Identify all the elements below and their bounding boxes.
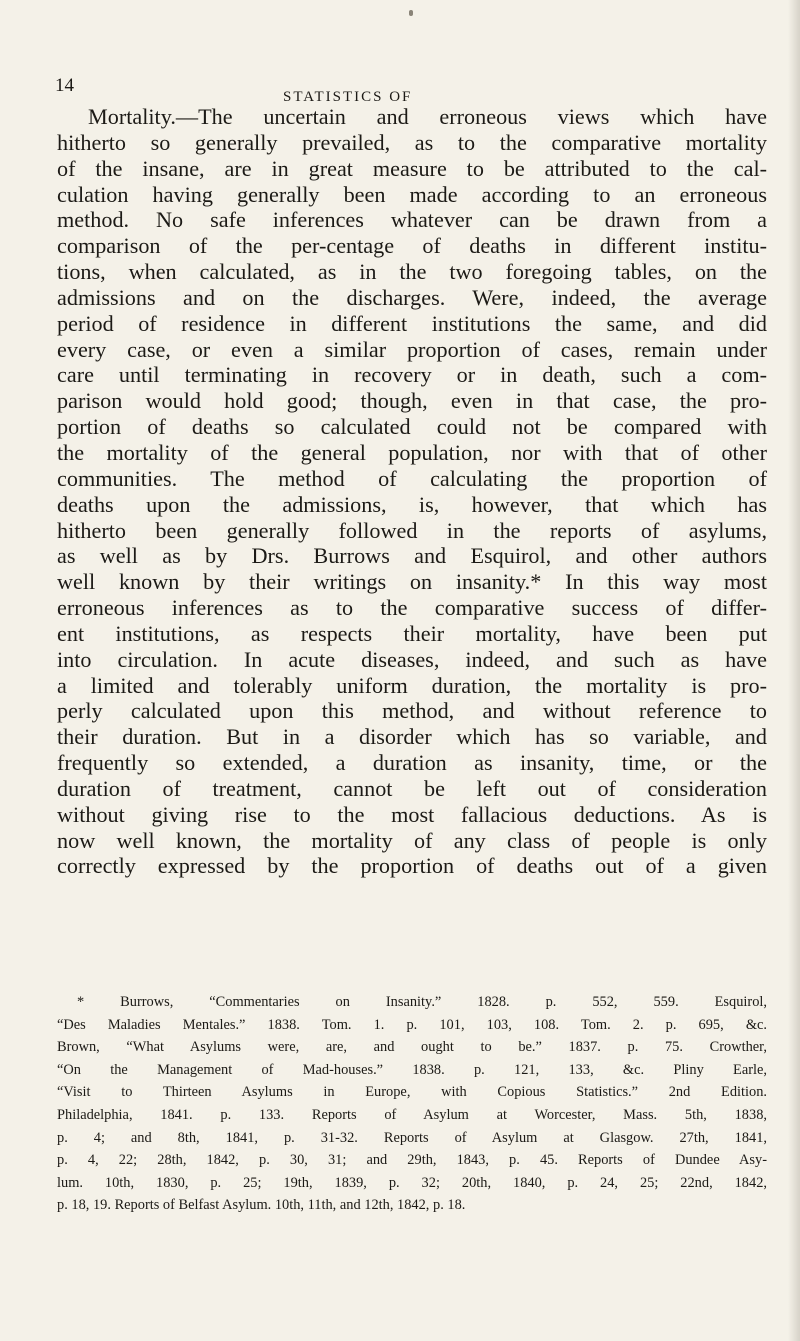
body-line: hitherto so generally prevailed, as to the comparative mortality (57, 129, 767, 155)
footnote-line: p. 4, 22; 28th, 1842, p. 30, 31; and 29th, 1843, p. 45. Reports of Dundee Asy- (57, 1152, 767, 1169)
body-line: into circulation. In acute diseases, indeed, and such as have (57, 646, 767, 672)
body-line: a limited and tolerably uniform duration, the mortality is pro- (57, 672, 767, 698)
body-line: comparison of the per-centage of deaths in different institu- (57, 233, 767, 259)
body-line: ent institutions, as respects their mortality, have been put (57, 620, 767, 646)
body-line: of the insane, are in great measure to be attributed to the cal- (57, 155, 767, 181)
body-line: perly calculated upon this method, and without reference to (57, 698, 767, 724)
body-line: culation having generally been made according to an erroneous (57, 181, 767, 207)
body-line: their duration. But in a disorder which has so variable, and (57, 724, 767, 750)
footnote-line: * Burrows, “Commentaries on Insanity.” 1828. p. 552, 559. Esquirol, (77, 994, 767, 1010)
print-mark (409, 10, 413, 16)
body-paragraph (57, 104, 767, 879)
footnote-line: “Visit to Thirteen Asylums in Europe, with Copious Statistics.” 2nd Edition. (57, 1084, 767, 1101)
footnote-line: lum. 10th, 1830, p. 25; 19th, 1839, p. 32; 20th, 1840, p. 24, 25; 22nd, 1842, (57, 1174, 767, 1191)
footnote-line: “On the Management of Mad-houses.” 1838. p. 121, 133, &c. Pliny Earle, (57, 1061, 767, 1078)
footnote-line: p. 18, 19. Reports of Belfast Asylum. 10th, 11th, and 12th, 1842, p. 18. (57, 1197, 466, 1214)
body-line: correctly expressed by the proportion of deaths out of a given (57, 853, 767, 879)
body-line: method. No safe inferences whatever can be drawn from a (57, 207, 767, 233)
body-line: tions, when calculated, as in the two foregoing tables, on the (57, 259, 767, 285)
page-number: 14 (55, 75, 74, 96)
body-line: hitherto been generally followed in the reports of asylums, (57, 517, 767, 543)
body-line: parison would hold good; though, even in that case, the pro- (57, 388, 767, 414)
body-line: deaths upon the admissions, is, however, that which has (57, 491, 767, 517)
running-head: STATISTICS OF (283, 89, 413, 105)
body-line: as well as by Drs. Burrows and Esquirol, and other authors (57, 543, 767, 569)
body-line: admissions and on the discharges. Were, indeed, the average (57, 284, 767, 310)
page-edge-shadow (788, 0, 800, 1341)
body-line: Mortality.—The uncertain and erroneous views which have (88, 104, 767, 129)
body-line: erroneous inferences as to the comparative success of differ- (57, 595, 767, 621)
footnote-block (57, 991, 767, 1217)
body-line: every case, or even a similar proportion of cases, remain under (57, 336, 767, 362)
body-line: care until terminating in recovery or in death, such a com- (57, 362, 767, 388)
body-line: without giving rise to the most fallacious deductions. As is (57, 801, 767, 827)
body-line: period of residence in different institutions the same, and did (57, 310, 767, 336)
body-line: communities. The method of calculating the proportion of (57, 465, 767, 491)
body-line: well known by their writings on insanity.* In this way most (57, 569, 767, 595)
footnote-line: Philadelphia, 1841. p. 133. Reports of Asylum at Worcester, Mass. 5th, 1838, (57, 1106, 767, 1123)
body-line: now well known, the mortality of any class of people is only (57, 827, 767, 853)
body-line: the mortality of the general population, nor with that of other (57, 439, 767, 465)
body-line: duration of treatment, cannot be left out of consideration (57, 775, 767, 801)
body-line: portion of deaths so calculated could not be compared with (57, 414, 767, 440)
footnote-line: p. 4; and 8th, 1841, p. 31-32. Reports of Asylum at Glasgow. 27th, 1841, (57, 1129, 767, 1146)
body-line: frequently so extended, a duration as insanity, time, or the (57, 750, 767, 776)
footnote-line: “Des Maladies Mentales.” 1838. Tom. 1. p. 101, 103, 108. Tom. 2. p. 695, &c. (57, 1016, 767, 1033)
footnote-line: Brown, “What Asylums were, are, and ought to be.” 1837. p. 75. Crowther, (57, 1039, 767, 1056)
